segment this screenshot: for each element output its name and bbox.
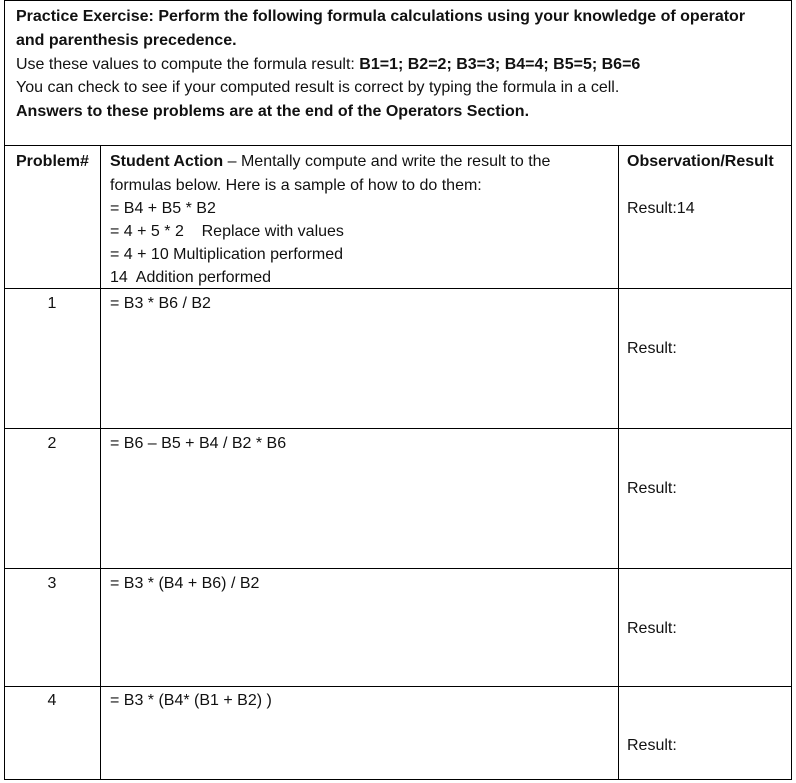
values-prefix: Use these values to compute the formula result: bbox=[16, 56, 360, 73]
problem-number-2: 2 bbox=[47, 435, 57, 452]
problem-formula-3: = B3 * (B4 + B6) / B2 bbox=[110, 575, 260, 592]
problem-result-1: Result: bbox=[627, 340, 677, 357]
problem-result-3: Result: bbox=[627, 620, 677, 637]
col-divider-2 bbox=[618, 145, 619, 780]
col-divider-1 bbox=[100, 145, 101, 780]
problem-formula-4: = B3 * (B4* (B1 + B2) ) bbox=[110, 692, 272, 709]
header-action-bold: Student Action bbox=[110, 153, 224, 170]
problem-result-2: Result: bbox=[627, 480, 677, 497]
sample-line3: = 4 + 5 * 2 Replace with values bbox=[110, 223, 344, 240]
values-list: B1=1; B2=2; B3=3; B4=4; B5=5; B6=6 bbox=[359, 56, 641, 73]
sample-result: Result:14 bbox=[627, 200, 695, 217]
sample-line2: = B4 + B5 * B2 bbox=[110, 200, 216, 217]
header-problem: Problem# bbox=[16, 153, 89, 170]
row-divider-3 bbox=[4, 568, 792, 569]
problem-number-3: 3 bbox=[47, 575, 57, 592]
problem-number-1: 1 bbox=[47, 295, 57, 312]
values-line bbox=[16, 53, 640, 77]
sample-line4: = 4 + 10 Multiplication performed bbox=[110, 246, 344, 263]
header-student-action bbox=[110, 150, 550, 174]
problem-formula-1: = B3 * B6 / B2 bbox=[110, 295, 211, 312]
problem-result-4: Result: bbox=[627, 737, 677, 754]
header-observation: Observation/Result bbox=[627, 153, 774, 170]
row-divider-2 bbox=[4, 428, 792, 429]
row-divider-4 bbox=[4, 686, 792, 687]
answers-note: Answers to these problems are at the end of the Operators Section. bbox=[16, 103, 530, 120]
sample-line1: formulas below. Here is a sample of how to do them: bbox=[110, 177, 482, 194]
sample-line5: 14 Addition performed bbox=[110, 269, 271, 286]
exercise-title-line2: and parenthesis precedence. bbox=[16, 32, 237, 49]
table-top-border bbox=[4, 145, 792, 146]
problem-number-4: 4 bbox=[47, 692, 57, 709]
check-instruction: You can check to see if your computed result is correct by typing the formula in a cell. bbox=[16, 79, 620, 96]
exercise-title-line1: Practice Exercise: Perform the following formula calculations using your knowledge of operator bbox=[16, 8, 746, 25]
header-action-rest: – Mentally compute and write the result to the bbox=[223, 153, 551, 170]
problem-formula-2: = B6 – B5 + B4 / B2 * B6 bbox=[110, 435, 287, 452]
